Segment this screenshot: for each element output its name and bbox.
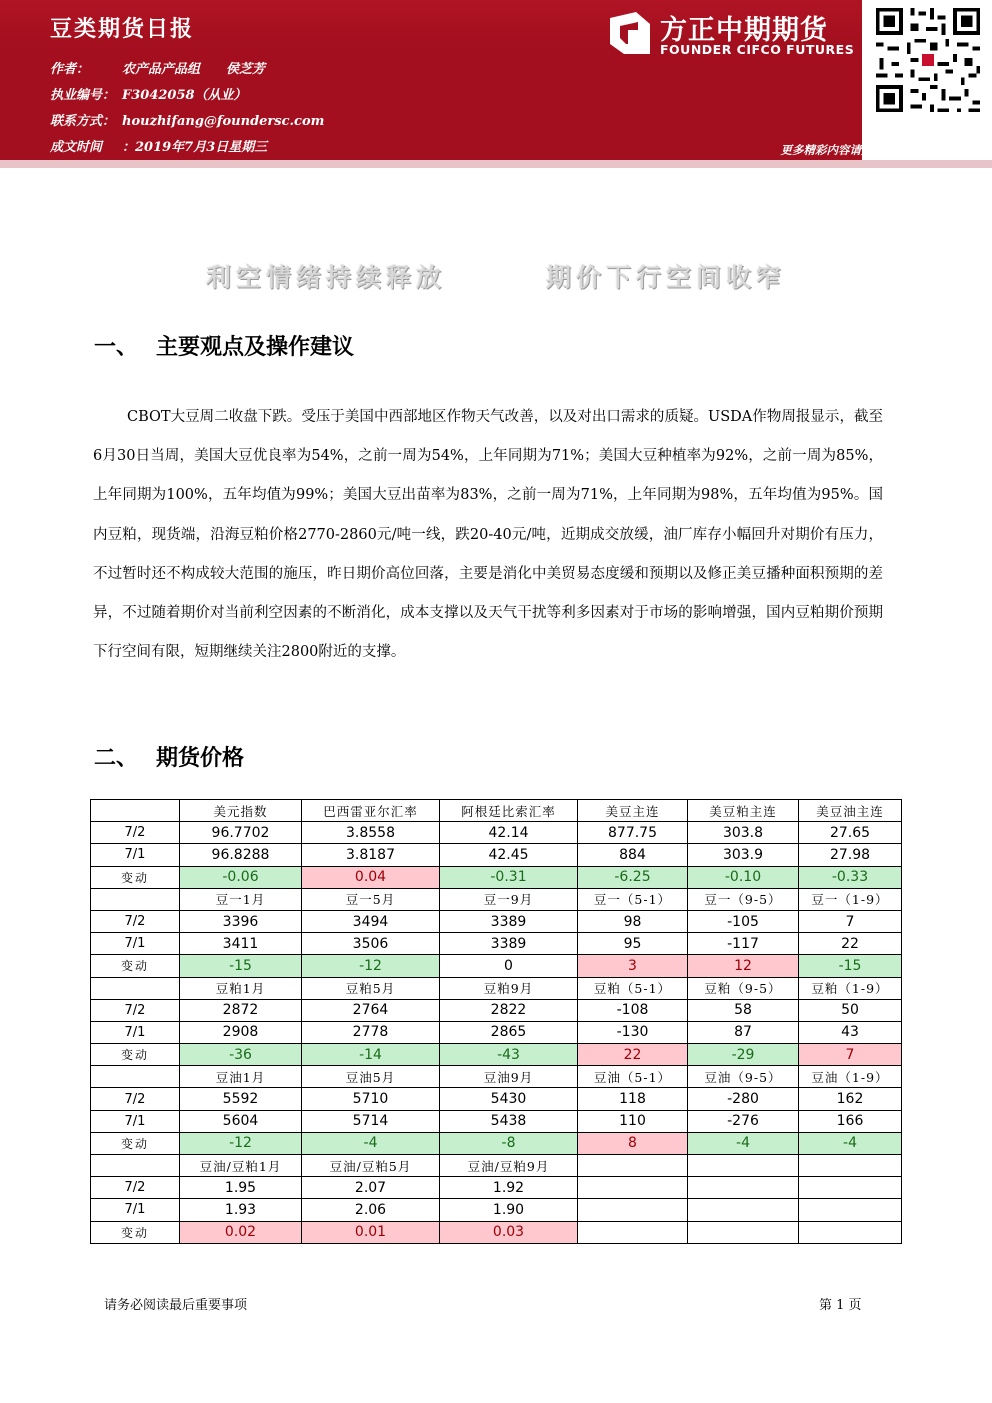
table-row — [91, 1199, 902, 1221]
date-value: ：2019年7月3日星期三 — [122, 140, 268, 155]
change-cell: 12 — [688, 955, 799, 977]
table-header-row — [91, 888, 902, 910]
table-row — [91, 1110, 902, 1132]
row-date-label: 7/2 — [91, 822, 180, 844]
date-line — [50, 136, 267, 155]
table-row — [91, 822, 902, 844]
column-header: 豆粕9月 — [440, 977, 578, 999]
change-cell: -0.10 — [688, 866, 799, 888]
table-corner-cell — [91, 977, 180, 999]
price-cell: 5714 — [302, 1110, 440, 1132]
change-cell: 8 — [578, 1132, 688, 1154]
column-header: 豆一5月 — [302, 888, 440, 910]
arrow-up-icon — [974, 134, 992, 160]
section-2-title: 期货价格 — [156, 745, 245, 771]
header-divider — [0, 160, 992, 168]
row-date-label: 7/1 — [91, 1021, 180, 1043]
price-cell: 43 — [799, 1021, 902, 1043]
price-cell: -130 — [578, 1021, 688, 1043]
logo-cn-text: 方正中期期货 — [660, 15, 828, 46]
price-cell: 96.7702 — [180, 822, 302, 844]
table-row — [91, 1177, 902, 1199]
table-row — [91, 1088, 902, 1110]
page-number: 第 1 页 — [819, 1298, 862, 1313]
change-cell — [799, 1221, 902, 1243]
license-line — [50, 84, 247, 103]
header-banner — [0, 0, 992, 160]
price-cell: 110 — [578, 1110, 688, 1132]
author-dept: 农产品产品组 — [122, 62, 201, 77]
change-row — [91, 1221, 902, 1243]
price-cell: -280 — [688, 1088, 799, 1110]
column-header: 豆油（5-1） — [578, 1066, 688, 1088]
row-date-label: 7/2 — [91, 1088, 180, 1110]
analysis-paragraph: CBOT大豆周二收盘下跌。受压于美国中西部地区作物天气改善，以及对出口需求的质疑。USDA作物周报显示，截至6月30日当周，美国大豆优良率为54%，之前一周为54%，上年同期为71%；美国大豆种植率为92%，之前一周为85%，上年同期为100%，五年均值为99%；美国大豆出苗率为83%，之前一周为71%，上年同期为98%，五年均值为95%。国内豆粕，现货端，沿海豆粕价格2770-2860元/吨一线，跌20-40元/吨，近期成交放缓，油厂库存小幅回升对期价有压力，不过暂时还不构成较大范围的施压，昨日期价高位回落，主要是消化中美贸易态度缓和预期以及修正美豆播种面积预期的差异，不过随着期价对当前利空因素的不断消化，成本支撑以及天气干扰等利多因素对于市场的影响增强，国内豆粕期价预期下行空间有限，短期继续关注2800附近的支撑。 — [93, 409, 883, 661]
logo-en-text: FOUNDER CIFCO FUTURES — [660, 42, 855, 57]
price-cell: 3411 — [180, 933, 302, 955]
price-cell: 1.92 — [440, 1177, 578, 1199]
change-label: 变动 — [91, 1132, 180, 1154]
column-header: 巴西雷亚尔汇率 — [302, 800, 440, 822]
change-label: 变动 — [91, 1221, 180, 1243]
section-2-heading — [94, 741, 244, 772]
change-cell: -15 — [180, 955, 302, 977]
price-cell: 27.65 — [799, 822, 902, 844]
column-header: 豆一9月 — [440, 888, 578, 910]
change-cell — [578, 1221, 688, 1243]
column-header: 美元指数 — [180, 800, 302, 822]
table-row — [91, 933, 902, 955]
price-cell: 5430 — [440, 1088, 578, 1110]
price-cell: 3396 — [180, 910, 302, 932]
table-corner-cell — [91, 800, 180, 822]
contact-label: 联系方式： — [50, 114, 116, 129]
change-cell: -43 — [440, 1044, 578, 1066]
table-row — [91, 910, 902, 932]
column-header: 豆粕（9-5） — [688, 977, 799, 999]
footer-notice: 请务必阅读最后重要事项 — [104, 1298, 248, 1313]
change-cell: -4 — [799, 1132, 902, 1154]
price-cell: 877.75 — [578, 822, 688, 844]
price-cell: 2778 — [302, 1021, 440, 1043]
change-cell: 0 — [440, 955, 578, 977]
change-label: 变动 — [91, 866, 180, 888]
price-cell — [799, 1177, 902, 1199]
column-header: 美豆油主连 — [799, 800, 902, 822]
price-cell: 5710 — [302, 1088, 440, 1110]
price-cell: 162 — [799, 1088, 902, 1110]
row-date-label: 7/2 — [91, 999, 180, 1021]
price-cell: 1.90 — [440, 1199, 578, 1221]
change-cell: -4 — [688, 1132, 799, 1154]
price-cell: 166 — [799, 1110, 902, 1132]
change-cell: -12 — [180, 1132, 302, 1154]
report-title — [0, 258, 992, 294]
section-2-number: 二、 — [94, 745, 139, 771]
table-corner-cell — [91, 1155, 180, 1177]
price-cell: 2822 — [440, 999, 578, 1021]
column-header: 豆一（9-5） — [688, 888, 799, 910]
contact-value[interactable]: houzhifang@foundersc.com — [122, 114, 325, 129]
title-part-2: 期价下行空间收窄 — [546, 263, 787, 292]
price-cell: 2764 — [302, 999, 440, 1021]
change-cell: -8 — [440, 1132, 578, 1154]
author-line — [50, 58, 265, 77]
change-cell: 3 — [578, 955, 688, 977]
price-cell: -117 — [688, 933, 799, 955]
futures-price-table-body — [91, 800, 902, 1244]
price-cell: 5438 — [440, 1110, 578, 1132]
table-row — [91, 999, 902, 1021]
section-1-title: 主要观点及操作建议 — [156, 334, 355, 360]
price-cell: 118 — [578, 1088, 688, 1110]
price-cell: 5592 — [180, 1088, 302, 1110]
column-header: 美豆主连 — [578, 800, 688, 822]
change-cell: 0.01 — [302, 1221, 440, 1243]
date-label: 成文时间 — [50, 140, 103, 155]
change-row — [91, 955, 902, 977]
wechat-follow-note: 更多精彩内容请关注方正中期官方微信 — [780, 143, 976, 157]
change-cell: 0.02 — [180, 1221, 302, 1243]
price-cell: -105 — [688, 910, 799, 932]
column-header: 阿根廷比索汇率 — [440, 800, 578, 822]
table-row — [91, 844, 902, 866]
row-date-label: 7/1 — [91, 1110, 180, 1132]
change-cell: -6.25 — [578, 866, 688, 888]
column-header: 豆一（5-1） — [578, 888, 688, 910]
wechat-qr-code-icon — [872, 4, 984, 116]
column-header: 豆油（1-9） — [799, 1066, 902, 1088]
price-cell: 42.14 — [440, 822, 578, 844]
change-cell: 7 — [799, 1044, 902, 1066]
change-cell: 22 — [578, 1044, 688, 1066]
price-cell: 3506 — [302, 933, 440, 955]
row-date-label: 7/2 — [91, 1177, 180, 1199]
change-cell: -0.31 — [440, 866, 578, 888]
price-cell: 58 — [688, 999, 799, 1021]
price-cell — [799, 1199, 902, 1221]
table-header-row — [91, 977, 902, 999]
column-header: 豆粕（5-1） — [578, 977, 688, 999]
price-cell: 95 — [578, 933, 688, 955]
change-row — [91, 1044, 902, 1066]
section-1-body — [93, 398, 883, 672]
contact-line — [50, 110, 324, 129]
change-cell — [688, 1221, 799, 1243]
price-cell: 7 — [799, 910, 902, 932]
author-label: 作者： — [50, 62, 90, 77]
table-row — [91, 1021, 902, 1043]
price-cell: 1.93 — [180, 1199, 302, 1221]
company-logo — [600, 8, 862, 64]
price-cell — [578, 1177, 688, 1199]
column-header: 豆粕（1-9） — [799, 977, 902, 999]
price-cell: 27.98 — [799, 844, 902, 866]
table-header-row — [91, 1155, 902, 1177]
price-cell: 303.8 — [688, 822, 799, 844]
price-cell: 2872 — [180, 999, 302, 1021]
change-cell: -0.33 — [799, 866, 902, 888]
price-cell: 3.8187 — [302, 844, 440, 866]
license-label: 执业编号： — [50, 88, 116, 103]
price-cell: 3389 — [440, 933, 578, 955]
price-cell: 303.9 — [688, 844, 799, 866]
change-cell: -15 — [799, 955, 902, 977]
change-label: 变动 — [91, 1044, 180, 1066]
column-header: 豆油9月 — [440, 1066, 578, 1088]
report-name: 豆类期货日报 — [50, 16, 195, 42]
change-cell: -4 — [302, 1132, 440, 1154]
author-name: 侯芝芳 — [226, 62, 266, 77]
price-cell — [578, 1199, 688, 1221]
section-1-number: 一、 — [94, 334, 139, 360]
row-date-label: 7/2 — [91, 910, 180, 932]
change-cell: 0.03 — [440, 1221, 578, 1243]
change-cell: -12 — [302, 955, 440, 977]
column-header: 豆油/豆粕9月 — [440, 1155, 578, 1177]
change-cell: 0.04 — [302, 866, 440, 888]
change-row — [91, 1132, 902, 1154]
table-corner-cell — [91, 888, 180, 910]
price-cell: 42.45 — [440, 844, 578, 866]
price-cell — [688, 1199, 799, 1221]
change-cell: -0.06 — [180, 866, 302, 888]
row-date-label: 7/1 — [91, 933, 180, 955]
change-row — [91, 866, 902, 888]
price-cell: 1.95 — [180, 1177, 302, 1199]
table-header-row — [91, 800, 902, 822]
title-part-1: 利空情绪持续释放 — [205, 263, 446, 292]
price-cell: 22 — [799, 933, 902, 955]
column-header — [799, 1155, 902, 1177]
column-header — [578, 1155, 688, 1177]
table-corner-cell — [91, 1066, 180, 1088]
row-date-label: 7/1 — [91, 844, 180, 866]
section-1-heading — [94, 330, 354, 361]
futures-price-table — [90, 799, 902, 1244]
founder-logo-icon — [606, 10, 654, 58]
change-cell: -29 — [688, 1044, 799, 1066]
price-cell: 2865 — [440, 1021, 578, 1043]
price-cell: 3389 — [440, 910, 578, 932]
price-cell: 3.8558 — [302, 822, 440, 844]
column-header: 豆油1月 — [180, 1066, 302, 1088]
change-cell: -14 — [302, 1044, 440, 1066]
price-cell: 5604 — [180, 1110, 302, 1132]
column-header: 豆粕5月 — [302, 977, 440, 999]
license-value: F3042058（从业） — [122, 88, 247, 103]
price-cell: 2908 — [180, 1021, 302, 1043]
price-cell: 2.07 — [302, 1177, 440, 1199]
change-label: 变动 — [91, 955, 180, 977]
price-cell: 96.8288 — [180, 844, 302, 866]
price-cell: 884 — [578, 844, 688, 866]
table-header-row — [91, 1066, 902, 1088]
price-cell: 3494 — [302, 910, 440, 932]
price-cell: 87 — [688, 1021, 799, 1043]
price-cell: 50 — [799, 999, 902, 1021]
price-cell: 2.06 — [302, 1199, 440, 1221]
column-header: 豆一1月 — [180, 888, 302, 910]
price-cell: -108 — [578, 999, 688, 1021]
row-date-label: 7/1 — [91, 1199, 180, 1221]
change-cell: -36 — [180, 1044, 302, 1066]
column-header: 豆油（9-5） — [688, 1066, 799, 1088]
price-cell: 98 — [578, 910, 688, 932]
column-header: 豆油/豆粕5月 — [302, 1155, 440, 1177]
column-header: 豆粕1月 — [180, 977, 302, 999]
price-cell — [688, 1177, 799, 1199]
column-header — [688, 1155, 799, 1177]
column-header: 豆一（1-9） — [799, 888, 902, 910]
price-cell: -276 — [688, 1110, 799, 1132]
column-header: 豆油5月 — [302, 1066, 440, 1088]
column-header: 美豆粕主连 — [688, 800, 799, 822]
column-header: 豆油/豆粕1月 — [180, 1155, 302, 1177]
